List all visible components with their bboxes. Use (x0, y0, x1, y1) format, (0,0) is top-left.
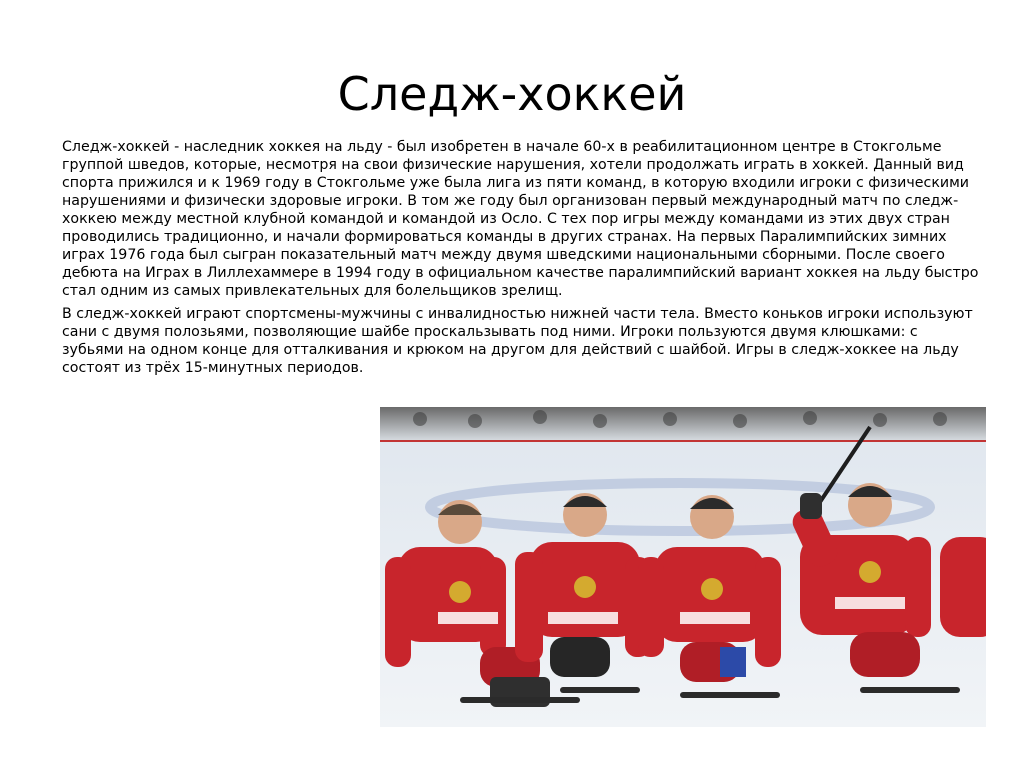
player-5 (940, 537, 986, 637)
paragraph-history: Следж-хоккей - наследник хоккея на льду - был изобретен в начале 60-х в реабилитационном центре в Стокгольме группой шведов, которые, несмотря на свои физические нарушения, хотели продолжать играть в хоккей. Данный вид спорта прижился и к 1969 году в Стокгольме уже была лига из пяти команд, в которую входили игроки с физическими нарушениями и физически здоровые игроки. В том же году был организован первый международный матч по следж-хоккею между местной клубной командой и командой из Осло. С тех пор игры между командами из этих двух стран проводились традиционно, и начали формироваться команды в других странах. На первых Паралимпийских зимних играх 1976 года был сыгран показательный матч между двумя шведскими национальными сборными. После своего дебюта на Играх в Лиллехаммере в 1994 году в официальном качестве паралимпийский вариант хоккея на льду быстро стал одним из самых привлекательных для болельщиков зрелищ. (62, 139, 979, 299)
paragraph-rules: В следж-хоккей играют спортсмены-мужчины с инвалидностью нижней части тела. Вместо коньков игроки используют сани с двумя полозьями, позволяющие шайбе проскальзывать под ними. Игроки пользуются двумя клюшками: с зубьями на одном конце для отталкивания и крюком на другом для действий с шайбой. Игры в следж-хоккее на льду состоят из трёх 15-минутных периодов. (62, 306, 973, 376)
team-photo (380, 407, 986, 727)
slide-body (62, 138, 982, 382)
slide-title: Следж-хоккей (337, 67, 687, 121)
